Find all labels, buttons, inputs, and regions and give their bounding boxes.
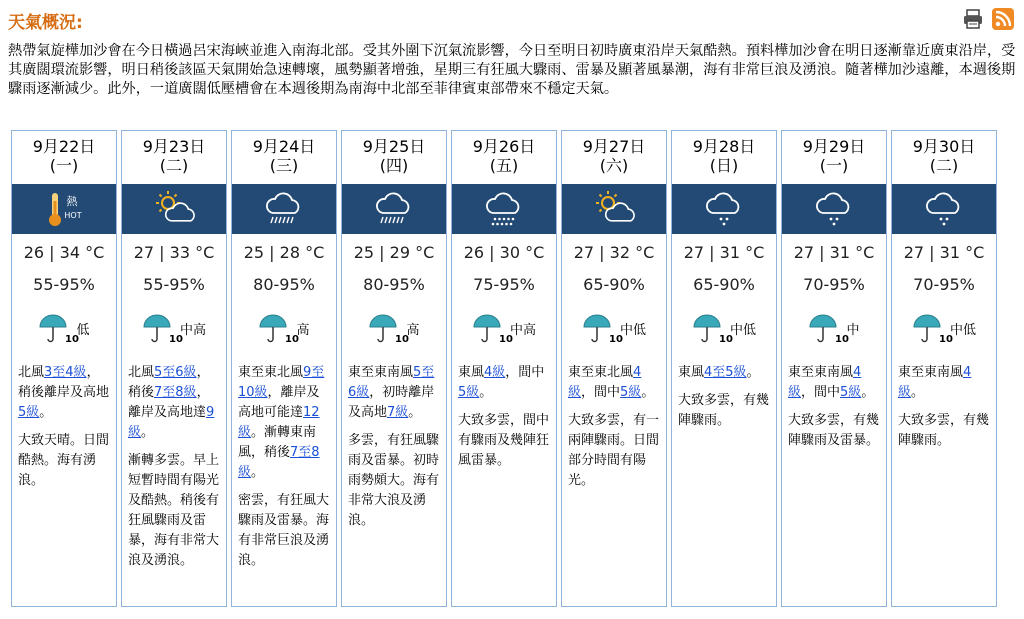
uv-level-text: 高 (406, 322, 420, 338)
wind-text: ，離岸及高地可能達 (238, 385, 320, 420)
showers-icon (812, 187, 856, 231)
temperature-range: 27 | 33 °C (133, 243, 215, 262)
showers-icon (922, 187, 966, 231)
wind-text: ，間中 (581, 385, 621, 400)
wind-force-link[interactable]: 5至6級 (154, 365, 197, 380)
weather-icon-band (342, 184, 446, 234)
wind-forecast (788, 363, 882, 451)
wind-forecast (128, 363, 222, 571)
uv-index: 10 (65, 334, 80, 345)
wind-line (458, 363, 552, 403)
uv-umbrella-icon (692, 313, 733, 345)
date-label: 9月26日 (472, 137, 536, 156)
weather-icon-band (232, 184, 336, 234)
wind-text: 。 (141, 425, 155, 440)
forecast-day (11, 130, 117, 607)
wind-text: 東至東北風 (238, 365, 304, 380)
wind-forecast (458, 363, 552, 471)
forecast-day (781, 130, 887, 607)
humidity-range: 80-95% (253, 275, 315, 294)
date-label: 9月25日 (362, 137, 426, 156)
uv-index: 10 (835, 334, 850, 345)
wind-text: 。 (861, 385, 875, 400)
weather-description: 漸轉多雲。早上短暫時間有陽光及酷熱。稍後有狂風驟雨及雷暴，海有非常大浪及湧浪。 (128, 453, 220, 568)
uv-index: 10 (168, 334, 183, 345)
wind-forecast (238, 363, 332, 571)
hot-icon (42, 187, 86, 231)
forecast-day (231, 130, 337, 607)
weekday-label: (六) (599, 156, 629, 175)
weather-icon-band (782, 184, 886, 234)
wind-line (238, 363, 332, 483)
wind-text: 。 (911, 385, 925, 400)
wind-text: ，稍後離岸及高地 (18, 365, 110, 400)
wind-force-link[interactable]: 9級 (128, 405, 215, 440)
wind-line (678, 363, 772, 383)
uv-umbrella-icon (142, 313, 183, 345)
wind-text: 。 (641, 385, 655, 400)
wind-text: 東至東北風 (568, 365, 634, 380)
wind-force-link[interactable]: 4至5級 (704, 365, 747, 380)
forecast-day (891, 130, 997, 607)
wind-line (18, 363, 112, 423)
forecast-day (121, 130, 227, 607)
uv-level (342, 313, 446, 343)
wind-text: 。漸轉東南風，稍後 (238, 425, 317, 460)
day-date (892, 137, 996, 175)
forecast-day (341, 130, 447, 607)
temperature-range: 26 | 34 °C (23, 243, 105, 262)
uv-level-text: 中低 (619, 322, 646, 338)
uv-level (782, 313, 886, 343)
wind-force-link[interactable]: 7至8級 (238, 445, 320, 480)
uv-umbrella-icon (368, 313, 410, 345)
uv-index: 10 (498, 334, 513, 345)
uv-umbrella-icon (808, 313, 850, 345)
wind-force-link[interactable]: 9至10級 (238, 365, 325, 400)
wind-force-link[interactable]: 5級 (18, 405, 40, 420)
humidity-range: 65-90% (693, 275, 755, 294)
wind-force-link[interactable]: 12級 (238, 405, 320, 440)
uv-index: 10 (395, 334, 410, 345)
weather-description: 多雲，有狂風驟雨及雷暴。初時雨勢頗大。海有非常大浪及湧浪。 (348, 433, 440, 528)
weekday-label: (五) (489, 156, 519, 175)
weather-description: 密雲，有狂風大驟雨及雷暴。海有非常巨浪及湧浪。 (238, 493, 330, 568)
forecast-days (11, 130, 997, 607)
date-label: 9月28日 (692, 137, 756, 156)
hot-cn: 熱 (66, 195, 78, 208)
humidity-range: 75-95% (473, 275, 535, 294)
uv-level (892, 313, 996, 343)
uv-level (672, 313, 776, 343)
wind-force-link[interactable]: 4級 (484, 365, 506, 380)
weather-summary: 熱帶氣旋樺加沙會在今日橫過呂宋海峽並進入南海北部。受其外圍下沉氣流影響，今日至明日初時廣東沿岸天氣酷熱。預料樺加沙會在明日逐漸靠近廣東沿岸，受其廣闊環流影響，明日稍後該區天氣開始急速轉壞，風勢顯著增強，星期三有狂風大驟雨、雷暴及顯著風暴潮，海有非常巨浪及湧浪。隨著樺加沙遠離，本週後期驟雨逐漸減少。此外，一道廣闊低壓槽會在本週後期為南海中北部至菲律賓東部帶來不穩定天氣。 (8, 43, 1016, 97)
weekday-label: (三) (269, 156, 299, 175)
forecast-day (671, 130, 777, 607)
uv-level-text: 低 (76, 322, 90, 338)
day-date (452, 137, 556, 175)
weather-description: 大致天晴。日間酷熱。海有湧浪。 (18, 433, 110, 488)
uv-level-text: 中 (846, 322, 860, 338)
date-label: 9月29日 (802, 137, 866, 156)
wind-text: 東風 (678, 365, 705, 380)
uv-level-text: 中低 (949, 322, 976, 338)
wind-text: 北風 (18, 365, 45, 380)
uv-level (122, 313, 226, 343)
weather-description: 大致多雲，有一兩陣驟雨。日間部分時間有陽光。 (568, 413, 660, 488)
printer-icon[interactable] (962, 8, 984, 30)
day-date (122, 137, 226, 175)
wind-line (788, 363, 882, 403)
uv-level (12, 313, 116, 343)
wind-text: 。 (479, 385, 493, 400)
humidity-range: 65-90% (583, 275, 645, 294)
wind-force-link[interactable]: 5級 (458, 385, 480, 400)
wind-force-link[interactable]: 5級 (840, 385, 862, 400)
temperature-range: 26 | 30 °C (463, 243, 545, 262)
wind-text: ，初時離岸及高地 (348, 385, 435, 420)
date-label: 9月24日 (252, 137, 316, 156)
date-label: 9月22日 (32, 137, 96, 156)
wind-text: 。 (39, 405, 53, 420)
temperature-range: 25 | 28 °C (243, 243, 325, 262)
uv-index: 10 (718, 334, 733, 345)
rss-icon[interactable] (992, 8, 1014, 30)
weather-description: 大致多雲，有幾陣驟雨。 (898, 413, 990, 448)
wind-line (568, 363, 662, 403)
toolbar (962, 8, 1014, 30)
sun-cloud-icon (152, 187, 196, 231)
date-label: 9月23日 (142, 137, 206, 156)
wind-text: ，間中 (801, 385, 841, 400)
day-date (672, 137, 776, 175)
weekday-label: (日) (709, 156, 739, 175)
wind-line (128, 363, 222, 443)
uv-level-text: 中高 (509, 322, 536, 338)
weather-icon-band (672, 184, 776, 234)
wind-forecast (678, 363, 772, 431)
uv-level (562, 313, 666, 343)
wind-force-link[interactable]: 3至4級 (44, 365, 87, 380)
weather-description: 大致多雲，有幾陣驟雨及雷暴。 (788, 413, 880, 448)
uv-level-text: 中低 (729, 322, 756, 338)
wind-force-link[interactable]: 4級 (898, 365, 972, 400)
forecast-day (561, 130, 667, 607)
uv-umbrella-icon (912, 313, 953, 345)
weekday-label: (四) (379, 156, 409, 175)
date-label: 9月27日 (582, 137, 646, 156)
weekday-label: (二) (929, 156, 959, 175)
day-date (342, 137, 446, 175)
wind-force-link[interactable]: 5級 (620, 385, 642, 400)
wind-force-link[interactable]: 4級 (568, 365, 642, 400)
humidity-range: 70-95% (913, 275, 975, 294)
day-date (782, 137, 886, 175)
forecast-day (451, 130, 557, 607)
weekday-label: (二) (159, 156, 189, 175)
sun-cloud-icon (592, 187, 636, 231)
humidity-range: 55-95% (143, 275, 205, 294)
temperature-range: 27 | 32 °C (573, 243, 655, 262)
wind-text: 東風 (458, 365, 485, 380)
wind-line (348, 363, 442, 423)
wind-text: 。 (408, 405, 422, 420)
wind-text: 。 (251, 465, 265, 480)
temperature-range: 27 | 31 °C (903, 243, 985, 262)
weather-description: 大致多雲，間中有驟雨及幾陣狂風雷暴。 (458, 413, 550, 468)
date-label: 9月30日 (912, 137, 976, 156)
humidity-range: 55-95% (33, 275, 95, 294)
weather-icon-band (12, 184, 116, 234)
wind-text: ，離岸及高地達 (128, 385, 210, 420)
wind-text: ，間中 (505, 365, 545, 380)
uv-level-text: 高 (296, 322, 310, 338)
wind-forecast (348, 363, 442, 531)
rain-icon (482, 187, 526, 231)
humidity-range: 70-95% (803, 275, 865, 294)
uv-index: 10 (285, 334, 300, 345)
uv-umbrella-icon (472, 313, 513, 345)
uv-level-text: 中高 (179, 322, 206, 338)
wind-text: 東至東南風 (788, 365, 854, 380)
wind-force-link[interactable]: 7級 (387, 405, 409, 420)
wind-force-link[interactable]: 5至6級 (348, 365, 435, 400)
temperature-range: 25 | 29 °C (353, 243, 435, 262)
wind-forecast (568, 363, 662, 491)
wind-forecast (18, 363, 112, 491)
temperature-range: 27 | 31 °C (683, 243, 765, 262)
uv-level (452, 313, 556, 343)
weather-icon-band (122, 184, 226, 234)
wind-force-link[interactable]: 4級 (788, 365, 862, 400)
heavy-rain-icon (262, 187, 306, 231)
wind-force-link[interactable]: 7至8級 (154, 385, 197, 400)
wind-forecast (898, 363, 992, 451)
uv-index: 10 (938, 334, 953, 345)
temperature-range: 27 | 31 °C (793, 243, 875, 262)
wind-text: ，稍後 (128, 365, 210, 400)
hot-en: HOT (64, 211, 82, 220)
uv-level (232, 313, 336, 343)
weather-icon-band (562, 184, 666, 234)
wind-text: 北風 (128, 365, 155, 380)
heavy-rain-icon (372, 187, 416, 231)
day-date (232, 137, 336, 175)
uv-umbrella-icon (38, 313, 80, 345)
wind-text: 東至東南風 (348, 365, 414, 380)
humidity-range: 80-95% (363, 275, 425, 294)
showers-icon (702, 187, 746, 231)
weather-description: 大致多雲，有幾陣驟雨。 (678, 393, 770, 428)
wind-line (898, 363, 992, 403)
weather-icon-band (452, 184, 556, 234)
day-date (12, 137, 116, 175)
day-date (562, 137, 666, 175)
wind-text: 東至東南風 (898, 365, 964, 380)
uv-umbrella-icon (258, 313, 300, 345)
uv-index: 10 (608, 334, 623, 345)
uv-umbrella-icon (582, 313, 623, 345)
weekday-label: (一) (819, 156, 849, 175)
weather-icon-band (892, 184, 996, 234)
weekday-label: (一) (49, 156, 79, 175)
page-title: 天氣概況: (8, 13, 83, 33)
wind-text: 。 (746, 365, 760, 380)
